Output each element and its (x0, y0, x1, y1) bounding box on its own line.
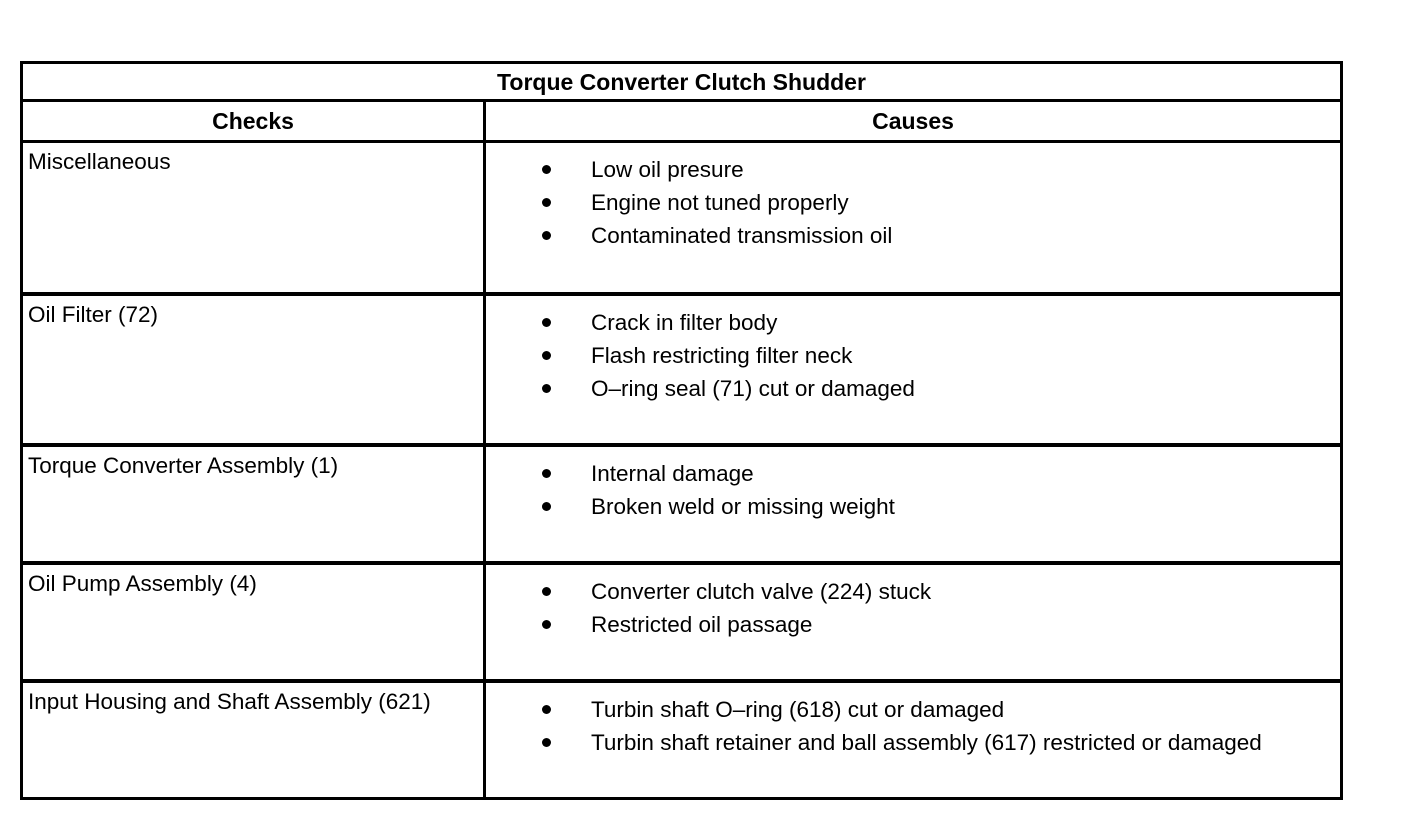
cause-item: Engine not tuned properly (486, 186, 1340, 219)
bullet-icon (542, 705, 551, 714)
cause-item: Broken weld or missing weight (486, 490, 1340, 523)
check-label: Miscellaneous (28, 149, 171, 174)
header-causes: Causes (872, 108, 954, 134)
bullet-icon (542, 351, 551, 360)
bullet-icon (542, 384, 551, 393)
bullet-icon (542, 318, 551, 327)
bullet-icon (542, 231, 551, 240)
header-checks: Checks (212, 108, 294, 134)
shudder-table (20, 61, 1343, 800)
bullet-icon (542, 620, 551, 629)
cause-item: Restricted oil passage (486, 608, 1340, 641)
cause-item: Low oil presure (486, 153, 1340, 186)
check-label: Torque Converter Assembly (1) (28, 453, 339, 478)
table-row (23, 143, 1340, 292)
bullet-icon (542, 502, 551, 511)
check-label: Oil Filter (72) (28, 302, 159, 327)
table-title: Torque Converter Clutch Shudder (23, 64, 1340, 102)
table-row (23, 443, 1340, 561)
header-row (23, 102, 1340, 143)
table-row (23, 679, 1340, 797)
cause-item: Turbin shaft retainer and ball assembly (617) restricted or damaged (486, 726, 1340, 759)
cause-item: Flash restricting filter neck (486, 339, 1340, 372)
cause-item: Turbin shaft O–ring (618) cut or damaged (486, 693, 1340, 726)
bullet-icon (542, 587, 551, 596)
check-label: Input Housing and Shaft Assembly (621) (28, 689, 431, 714)
check-label: Oil Pump Assembly (4) (28, 571, 257, 596)
column-divider (483, 102, 486, 797)
bullet-icon (542, 165, 551, 174)
cause-item: Contaminated transmission oil (486, 219, 1340, 252)
causes-list (486, 457, 1340, 523)
table-row (23, 561, 1340, 679)
causes-list (486, 306, 1340, 405)
bullet-icon (542, 198, 551, 207)
bullet-icon (542, 738, 551, 747)
cause-item: O–ring seal (71) cut or damaged (486, 372, 1340, 405)
cause-item: Internal damage (486, 457, 1340, 490)
causes-list (486, 575, 1340, 641)
bullet-icon (542, 469, 551, 478)
cause-item: Crack in filter body (486, 306, 1340, 339)
table-row (23, 292, 1340, 443)
cause-item: Converter clutch valve (224) stuck (486, 575, 1340, 608)
causes-list (486, 693, 1340, 759)
causes-list (486, 153, 1340, 252)
